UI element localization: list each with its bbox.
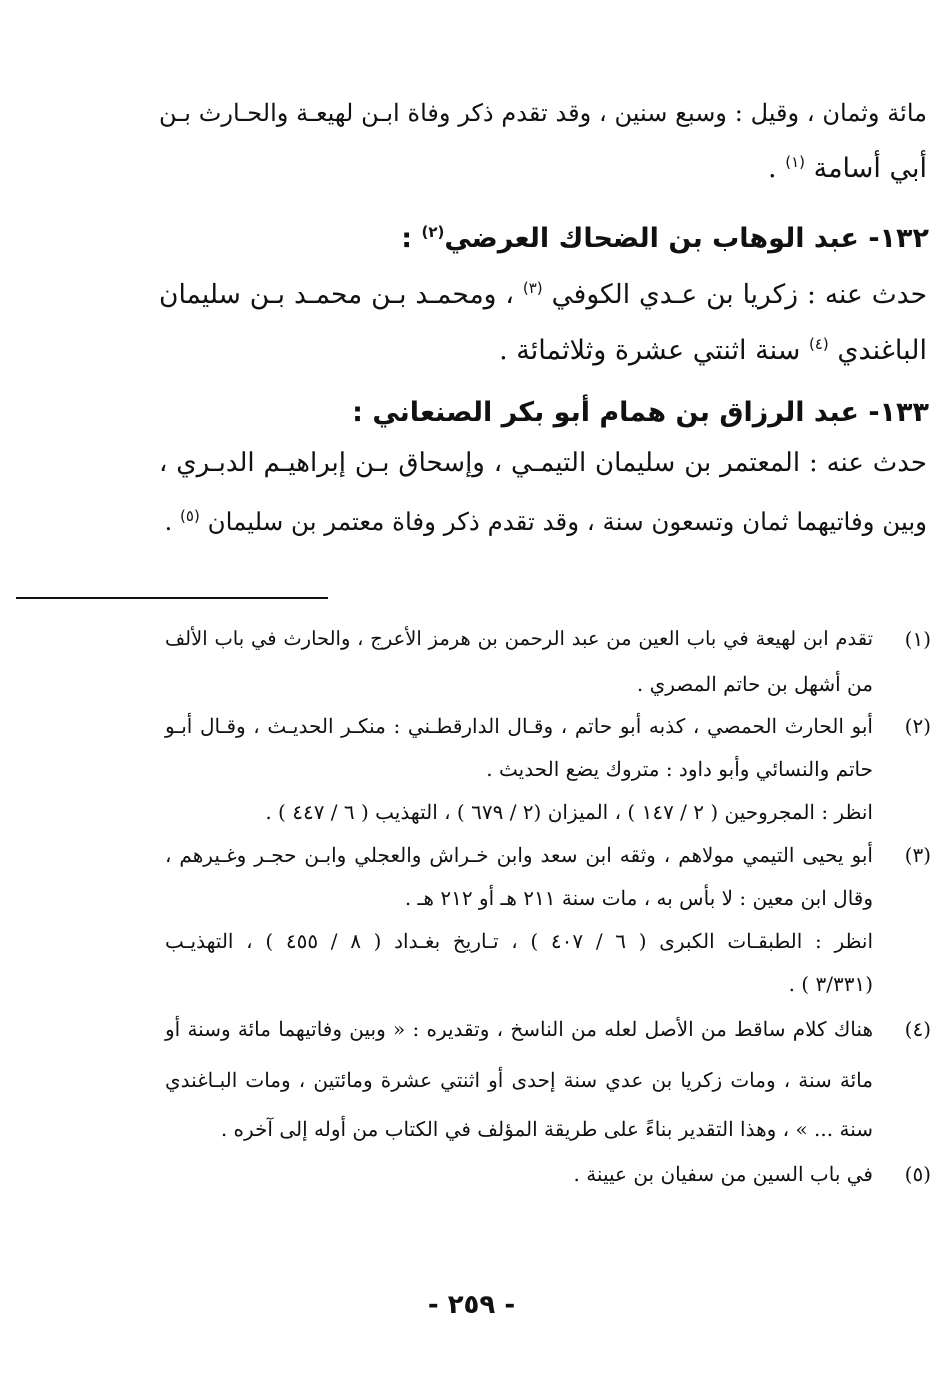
- text-span: سنة اثنتي عشرة وثلاثمائة .: [499, 335, 801, 366]
- footnote-line: مائة سنة ، ومات زكريا بن عدي سنة إحدى أو اثنتي عشرة ومائتين ، ومات البـاغندي: [165, 1068, 873, 1092]
- heading-colon: :: [401, 223, 413, 254]
- footnote-line: انظر : المجروحين ( ٢ / ١٤٧ ) ، الميزان (٢ / ٦٧٩ ) ، التهذيب ( ٦ / ٤٤٧ ) .: [265, 800, 873, 824]
- footnote-line: أبو الحارث الحمصي ، كذبه أبو حاتم ، وقـال الدارقطـني : منكـر الحديـث ، وقـال أبـو: [165, 714, 873, 738]
- heading-title: ١٣٢- عبد الوهاب بن الضحاك العرضي: [444, 223, 929, 254]
- footnote-separator: [16, 597, 328, 599]
- text-span: وبين وفاتيهما ثمان وتسعون سنة ، وقد تقدم ذكر وفاة معتمر بن سليمان: [207, 507, 927, 536]
- footnote-line: هناك كلام ساقط من الأصل لعله من الناسخ ، وتقديره : « وبين وفاتيهما مائة وسنة أو: [165, 1017, 873, 1041]
- footnote-number: (٣): [904, 843, 931, 867]
- footnote-line: (٣/٣٣١ ) .: [788, 972, 873, 996]
- text-span: ، ومحمـد بـن محمـد بـن سليمان: [159, 279, 514, 310]
- footnote-number: (٢): [904, 714, 931, 738]
- footnote-ref: (٤): [808, 335, 829, 353]
- text-line: [159, 275, 927, 315]
- footnote-line: أبو يحيى التيمي مولاهم ، وثقه ابن سعد وابن خـراش والعجلي وابـن حجـر وغـيرهم ،: [165, 843, 873, 867]
- text-span: أبي أسامة: [813, 153, 927, 184]
- footnote-number: (٥): [904, 1162, 931, 1186]
- text-line: [159, 502, 927, 542]
- footnote-line: من أشهل بن حاتم المصري .: [636, 672, 873, 696]
- text-line: مائة وثمان ، وقيل : وسبع سنين ، وقد تقدم ذكر وفاة ابـن لهيعـة والحـارث بـن: [159, 99, 927, 127]
- text-line: حدث عنه : المعتمر بن سليمان التيمـي ، وإسحاق بـن إبراهيـم الدبـري ،: [159, 448, 927, 478]
- footnote-line: تقدم ابن لهيعة في باب العين من عبد الرحمن بن هرمز الأعرج ، والحارث في باب الألف: [165, 627, 873, 650]
- footnote-line: وقال ابن معين : لا بأس به ، مات سنة ٢١١ هـ أو ٢١٢ هـ .: [404, 886, 873, 910]
- footnote-line: سنة ... » ، وهذا التقدير بناءً على طريقة المؤلف في الكتاب من أوله إلى آخره .: [220, 1117, 873, 1141]
- footnote-ref: (٣): [522, 279, 543, 298]
- footnote-line: في باب السين من سفيان بن عيينة .: [573, 1162, 873, 1186]
- entry-heading: [169, 219, 929, 259]
- footnote-ref: (٥): [180, 506, 200, 525]
- footnote-number: (٤): [904, 1017, 931, 1041]
- footnote-ref: (١): [785, 153, 805, 171]
- text-line: [159, 149, 927, 189]
- text-span: .: [768, 153, 777, 184]
- footnote-line: انظر : الطبقـات الكبرى ( ٦ / ٤٠٧ ) ، تـاريخ بغـداد ( ٨ / ٤٥٥ ) ، التهذيـب: [165, 929, 874, 953]
- page-number: - ٢٥٩ -: [427, 1290, 516, 1320]
- footnote-ref: (٢): [421, 223, 445, 241]
- text-span: .: [164, 507, 173, 536]
- footnote-number: (١): [904, 627, 931, 651]
- footnote-line: حاتم والنسائي وأبو داود : متروك يضع الحديث .: [486, 757, 873, 781]
- entry-heading: ١٣٣- عبد الرزاق بن همام أبو بكر الصنعاني :: [352, 397, 929, 428]
- text-line: [159, 331, 927, 371]
- text-span: حدث عنه : زكريا بن عـدي الكوفي: [551, 279, 927, 310]
- text-span: الباغندي: [837, 335, 927, 366]
